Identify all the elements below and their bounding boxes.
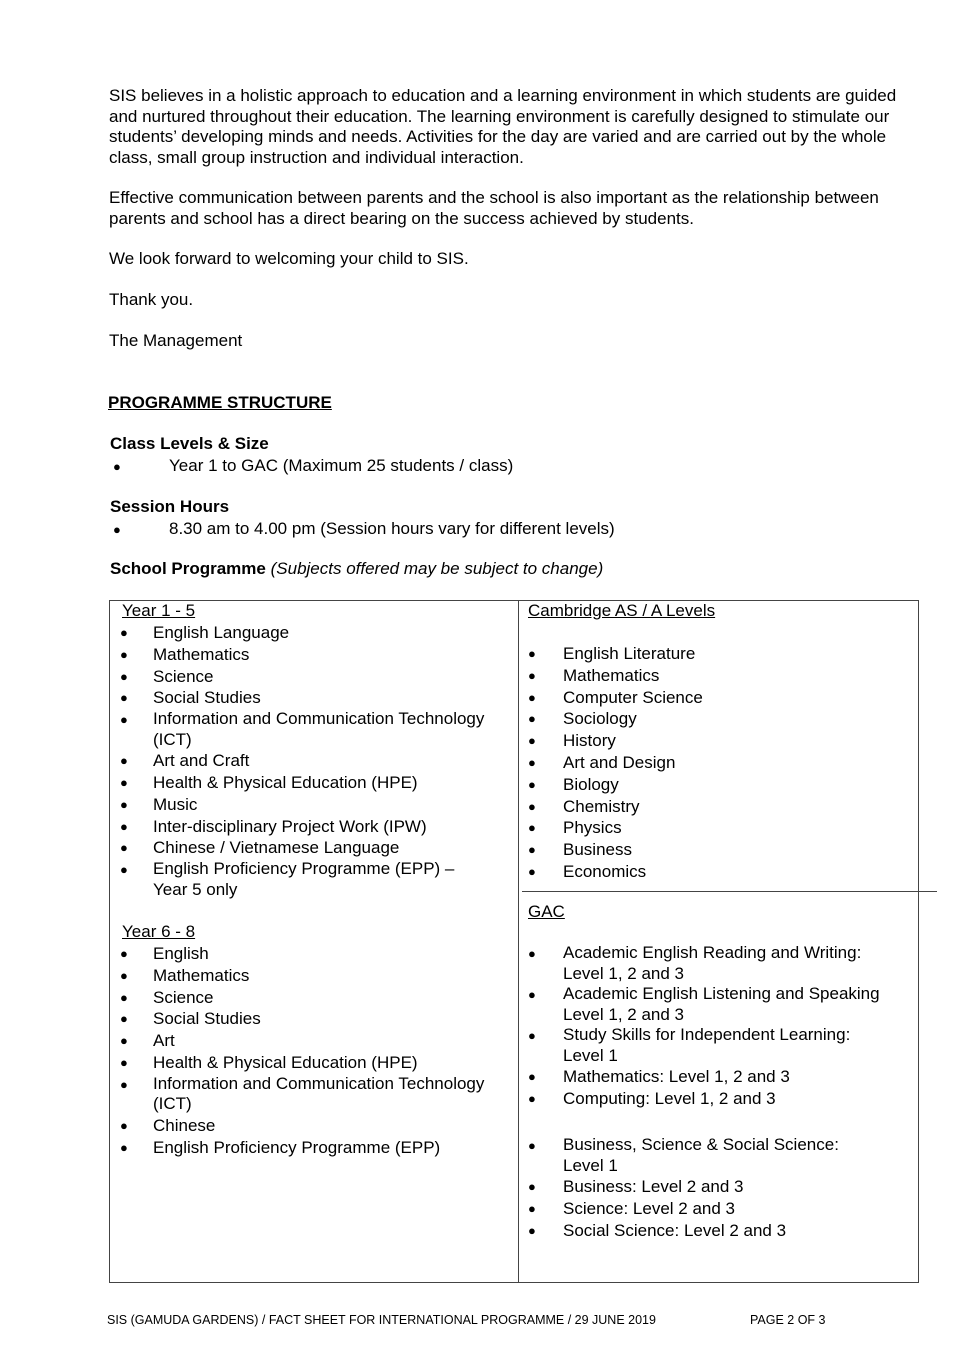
bullet-icon: ●	[528, 946, 536, 961]
list-item: ● Mathematics	[528, 665, 660, 685]
list-item: ● Art	[120, 1031, 175, 1051]
cambridge-list	[528, 643, 913, 883]
gac-heading: GAC	[528, 902, 565, 921]
bullet-icon: ●	[528, 733, 536, 749]
list-item: ● Study Skills for Independent Learning: Level 1	[528, 1025, 851, 1065]
list-item: ● Science: Level 2 and 3	[528, 1198, 736, 1218]
bullet-icon: ●	[528, 1090, 536, 1106]
list-item: ● History	[528, 731, 616, 751]
list-item: ● English	[120, 944, 209, 963]
bullet-icon: ●	[120, 946, 128, 961]
year-6-8-list	[120, 943, 513, 1158]
footer-page-number: PAGE 2 OF 3	[750, 1313, 826, 1327]
bullet-icon: ●	[120, 774, 128, 790]
intro-paragraph-2: Effective communication between parents and the school is also important as the relationship between parents and school has a direct bearing on the success achieved by students.	[109, 188, 879, 228]
bullet-icon: ●	[528, 863, 536, 879]
list-item: ● Information and Communication Technology (ICT)	[120, 709, 485, 749]
bullet-icon: ●	[120, 862, 128, 878]
list-item: ● English Proficiency Programme (EPP)	[120, 1137, 441, 1157]
list-item: ● Business: Level 2 and 3	[528, 1177, 744, 1196]
list-item: ● Science	[120, 666, 214, 686]
bullet-icon: ●	[528, 1028, 536, 1043]
bullet-icon: ●	[120, 646, 128, 662]
list-item: ● Biology	[528, 774, 619, 794]
bullet-icon: ●	[120, 1033, 128, 1049]
year-6-8-heading: Year 6 - 8	[122, 922, 196, 941]
bullet-icon: ●	[120, 668, 128, 684]
bullet-icon: ●	[120, 967, 128, 983]
bullet-icon: ●	[528, 646, 536, 661]
list-item: ● Information and Communication Technology (ICT)	[120, 1073, 485, 1114]
bullet-icon: ●	[120, 818, 128, 834]
table-column-divider	[518, 600, 519, 1283]
list-item: ● Mathematics: Level 1, 2 and 3	[528, 1067, 790, 1086]
bullet-icon: ●	[528, 1179, 536, 1194]
bullet-icon: ●	[528, 1200, 536, 1216]
bullet-icon: ●	[528, 689, 536, 705]
class-levels-text: Year 1 to GAC (Maximum 25 students / class)	[169, 456, 514, 475]
bullet-icon: ●	[120, 753, 128, 769]
bullet-icon: ●	[528, 1069, 536, 1084]
list-item: ● Social Science: Level 2 and 3	[528, 1220, 787, 1240]
list-item: ● Physics	[528, 818, 622, 838]
bullet-icon: ●	[120, 1076, 128, 1092]
intro-paragraph-4: Thank you.	[109, 290, 194, 309]
list-item: ● Social Studies	[120, 688, 261, 708]
cambridge-heading: Cambridge AS / A Levels	[528, 601, 716, 620]
bullet-icon: ●	[528, 987, 536, 1002]
gac-list-1	[528, 943, 913, 1110]
footer-document-info: SIS (GAMUDA GARDENS) / FACT SHEET FOR INTERNATIONAL PROGRAMME / 29 JUNE 2019	[107, 1313, 656, 1327]
bullet-icon: ●	[528, 842, 536, 858]
bullet-icon: ●	[120, 1011, 128, 1027]
bullet-icon: ●	[120, 1139, 128, 1155]
bullet-icon: ●	[528, 798, 536, 814]
bullet-icon: ●	[528, 776, 536, 792]
list-item: ● Social Studies	[120, 1009, 261, 1029]
bullet-icon: ●	[120, 989, 128, 1005]
list-item: ● Health & Physical Education (HPE)	[120, 1052, 418, 1072]
gac-list-2	[528, 1135, 913, 1241]
bullet-icon: ●	[120, 1117, 128, 1133]
list-item: ● Music	[120, 794, 198, 814]
list-item: ● Academic English Reading and Writing: Level 1, 2 and 3	[528, 943, 862, 983]
bullet-icon: ●	[113, 459, 121, 474]
list-item: ● Computer Science	[528, 687, 703, 707]
class-levels-heading: Class Levels & Size	[110, 434, 269, 453]
table-row-divider	[522, 891, 937, 892]
bullet-icon: ●	[120, 796, 128, 812]
list-item: ● Business, Science & Social Science: Level 1	[528, 1135, 839, 1175]
list-item: ● Art and Design	[528, 752, 676, 772]
bullet-icon: ●	[120, 1054, 128, 1070]
list-item: ● Business	[528, 840, 632, 860]
year-1-5-list	[120, 622, 513, 900]
bullet-icon: ●	[528, 1222, 536, 1238]
list-item: ● English Language	[120, 623, 290, 642]
bullet-icon: ●	[120, 840, 128, 856]
session-hours-heading: Session Hours	[110, 497, 230, 516]
signature-line: The Management	[109, 331, 243, 350]
bullet-icon: ●	[113, 522, 121, 537]
list-item: ● Chemistry	[528, 796, 640, 816]
bullet-icon: ●	[528, 1138, 536, 1153]
bullet-icon: ●	[528, 667, 536, 683]
list-item: ● Chinese	[120, 1115, 216, 1135]
list-item: ● Computing: Level 1, 2 and 3	[528, 1088, 776, 1108]
school-programme-note: (Subjects offered may be subject to change)	[270, 559, 604, 578]
list-item: ● Inter-disciplinary Project Work (IPW)	[120, 816, 427, 836]
intro-paragraph-3: We look forward to welcoming your child to SIS.	[109, 249, 469, 268]
bullet-icon: ●	[120, 690, 128, 706]
list-item: ● Academic English Listening and Speaking Level 1, 2 and 3	[528, 984, 880, 1024]
list-item: ● Chinese / Vietnamese Language	[120, 838, 400, 858]
list-item: ● Art and Craft	[120, 751, 250, 771]
bullet-icon: ●	[528, 754, 536, 770]
list-item: ● English Literature	[528, 644, 696, 663]
bullet-icon: ●	[528, 711, 536, 727]
list-item: ● Sociology	[528, 709, 637, 729]
list-item: ● Economics	[528, 861, 647, 881]
bullet-icon: ●	[120, 712, 128, 728]
bullet-icon: ●	[120, 625, 128, 640]
programme-structure-heading: PROGRAMME STRUCTURE	[108, 393, 332, 412]
list-item: ● Science	[120, 987, 214, 1007]
list-item: ● Mathematics	[120, 965, 250, 985]
list-item: ● Health & Physical Education (HPE)	[120, 772, 418, 792]
school-programme-heading	[110, 559, 603, 579]
session-hours-text: 8.30 am to 4.00 pm (Session hours vary for different levels)	[169, 519, 615, 538]
school-programme-title: School Programme	[110, 559, 266, 578]
year-1-5-heading: Year 1 - 5	[122, 601, 196, 620]
list-item: ● Mathematics	[120, 644, 250, 664]
intro-paragraph-1: SIS believes in a holistic approach to education and a learning environment in which students are guided and nurtured throughout their education. The learning environment is carefully designed to stimulate our students’ developing minds and needs. Activities for the day are varied and are carried out by the whole class, small group instruction and individual interaction.	[109, 86, 897, 167]
list-item: ● English Proficiency Programme (EPP) – Year 5 only	[120, 859, 455, 899]
bullet-icon: ●	[528, 820, 536, 836]
